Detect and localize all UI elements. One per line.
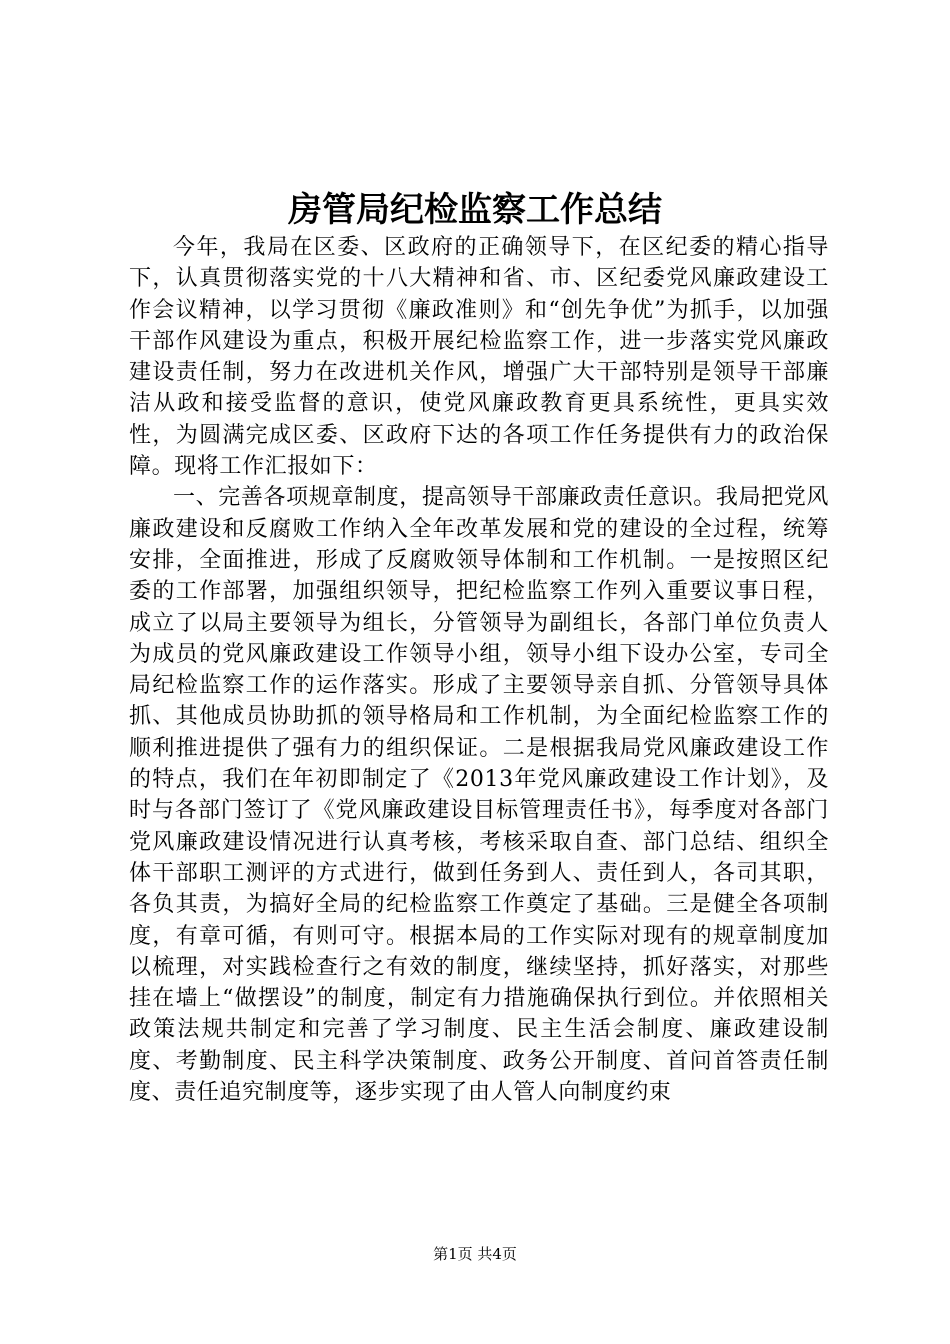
document-title: 房管局纪检监察工作总结 bbox=[288, 190, 662, 230]
document-body bbox=[129, 232, 829, 1108]
paragraph-section-one: 一、完善各项规章制度，提高领导干部廉政责任意识。我局把党风廉政建设和反腐败工作纳入全年改革发展和党的建设的全过程，统筹安排，全面推进，形成了反腐败领导体制和工作机制。一是按照区纪委的工作部署，加强组织领导，把纪检监察工作列入重要议事日程，成立了以局主要领导为组长，分管领导为副组长，各部门单位负责人为成员的党风廉政建设工作领导小组，领导小组下设办公室，专司全局纪检监察工作的运作落实。形成了主要领导亲自抓、分管领导具体抓、其他成员协助抓的领导格局和工作机制，为全面纪检监察工作的顺利推进提供了强有力的组织保证。二是根据我局党风廉政建设工作的特点，我们在年初即制定了《2013年党风廉政建设工作计划》，及时与各部门签订了《党风廉政建设目标管理责任书》，每季度对各部门党风廉政建设情况进行认真考核，考核采取自查、部门总结、组织全体干部职工测评的方式进行，做到任务到人、责任到人，各司其职，各负其责，为搞好全局的纪检监察工作奠定了基础。三是健全各项制度，有章可循，有则可守。根据本局的工作实际对现有的规章制度加以梳理，对实践检查行之有效的制度，继续坚持，抓好落实，对那些挂在墙上“做摆设”的制度，制定有力措施确保执行到位。并依照相关政策法规共制定和完善了学习制度、民主生活会制度、廉政建设制度、考勤制度、民主科学决策制度、政务公开制度、首问首答责任制度、责任追究制度等，逐步实现了由人管人向制度约束 bbox=[129, 485, 829, 1106]
page-number-footer: 第1页 共4页 bbox=[433, 1245, 517, 1263]
paragraph-intro: 今年，我局在区委、区政府的正确领导下，在区纪委的精心指导下，认真贯彻落实党的十八大精神和省、市、区纪委党风廉政建设工作会议精神，以学习贯彻《廉政准则》和“创先争优”为抓手，以加强干部作风建设为重点，积极开展纪检监察工作，进一步落实党风廉政建设责任制，努力在改进机关作风，增强广大干部特别是领导干部廉洁从政和接受监督的意识，使党风廉政教育更具系统性，更具实效性，为圆满完成区委、区政府下达的各项工作任务提供有力的政治保障。现将工作汇报如下： bbox=[129, 235, 829, 480]
